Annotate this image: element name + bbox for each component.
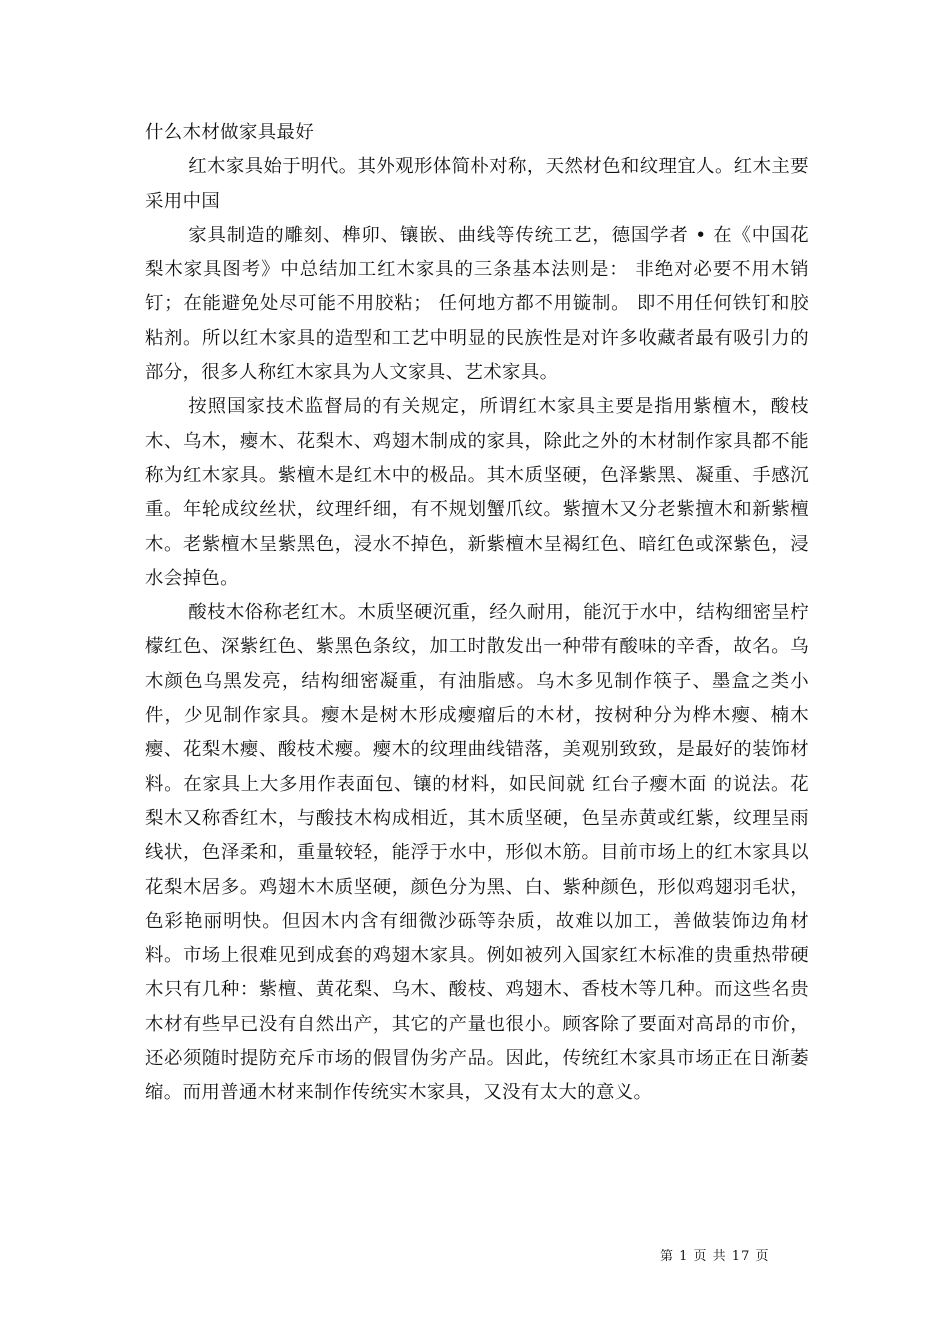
paragraph-3: 按照国家技术监督局的有关规定，所谓红木家具主要是指用紫檀木，酸枝木、乌木，瘿木、花梨木、鸡翅木制成的家具，除此之外的木材制作家具都不能称为红木家具。紫檀木是红木中的极品。其木质坚硬，色泽紫黑、凝重、手感沉重。年轮成纹丝状，纹理纤细，有不规划蟹爪纹。紫擅木又分老紫擅木和新紫檀木。老紫檀木呈紫黑色，浸水不掉色，新紫檀木呈褐红色、暗红色或深紫色，浸水会掉色。 <box>145 396 809 589</box>
document-title: 什么木材做家具最好 <box>145 122 315 143</box>
paragraph-1: 红木家具始于明代。其外观形体简朴对称，天然材色和纹理宜人。红木主要采用中国 <box>145 156 809 212</box>
paragraph-4: 酸枝木俗称老红木。木质坚硬沉重，经久耐用，能沉于水中，结构细密呈柠檬红色、深紫红色、紫黑色条纹，加工时散发出一种带有酸味的辛香，故名。乌木颜色乌黑发亮，结构细密凝重，有油脂感。乌木多见制作筷子、墨盒之类小件，少见制作家具。瘿木是树木形成瘿瘤后的木材，按树种分为桦木瘿、楠木瘿、花梨木瘿、酸枝术瘿。瘿木的纹理曲线错落，美观别致致，是最好的装饰材料。在家具上大多用作表面包、镶的材料，如民间就 红台子瘿木面 的说法。花梨木又称香红木，与酸技木构成相近，其木质坚硬，色呈赤黄或红紫，纹理呈雨线状，色泽柔和，重量较轻，能浮于水中，形似木筋。目前市场上的红木家具以花梨木居多。鸡翅木木质坚硬，颜色分为黑、白、紫种颜色，形似鸡翅羽毛状，色彩艳丽明快。但因木内含有细微沙砾等杂质，故难以加工，善做装饰边角材料。市场上很难见到成套的鸡翅木家具。例如被列入国家红木标准的贵重热带硬木只有几种：紫檀、黄花梨、乌木、酸枝、鸡翅木、香枝木等几种。而这些名贵木材有些早已没有自然出产，其它的产量也很小。顾客除了要面对高昂的市价，还必须随时提防充斥市场的假冒伪劣产品。因此，传统红木家具市场正在日渐萎缩。而用普通木材来制作传统实木家具，又没有太大的意义。 <box>145 602 809 1104</box>
page-number-footer: 第 1 页 共 17 页 <box>660 1249 770 1264</box>
paragraph-2: 家具制造的雕刻、榫卯、镶嵌、曲线等传统工艺，德国学者 • 在《中国花梨木家具图考》中总结加工红木家具的三条基本法则是： 非绝对必要不用木销钉；在能避免处尽可能不用胶粘； 任何地方都不用镟制。 即不用任何铁钉和胶粘剂。所以红木家具的造型和工艺中明显的民族性是对许多收藏者最有吸引力的部分，很多人称红木家具为人文家具、艺术家具。 <box>145 224 809 384</box>
document-body <box>145 116 809 1111</box>
